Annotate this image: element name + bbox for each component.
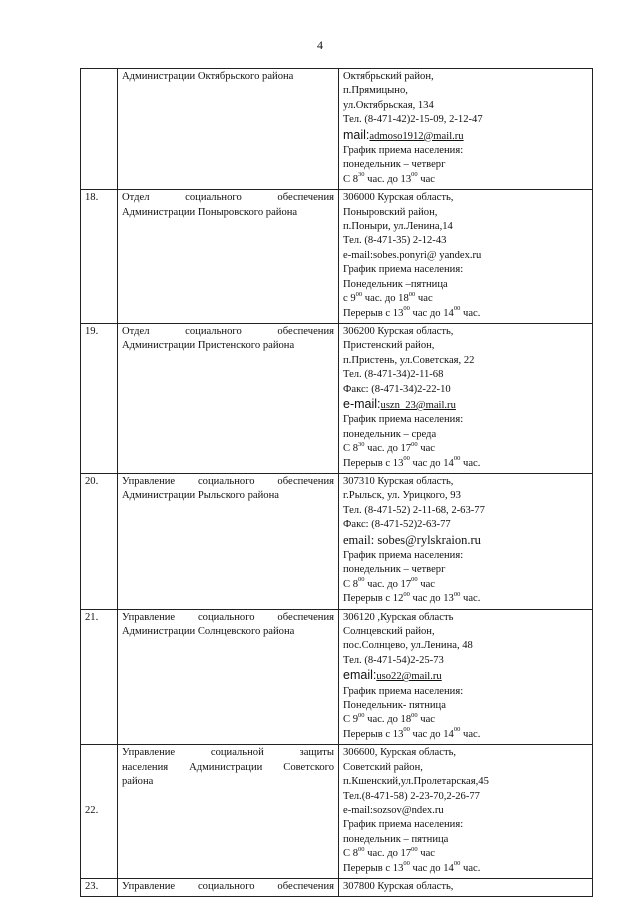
organization-name-line: Отдел социального обеспечения — [122, 325, 334, 337]
organization-name-line: Администрации Солнцевского района — [122, 626, 295, 638]
schedule-hours-min-2: 00 — [411, 576, 418, 584]
schedule-break-min-1: 00 — [403, 726, 410, 734]
schedule-break-min-1: 00 — [403, 860, 410, 867]
schedule-title: График приема населения: — [343, 819, 464, 831]
table-row — [81, 878, 593, 896]
schedule-break: Перерыв с $13^{00}$ час до $14^{00}$ час. — [343, 726, 481, 740]
row-number: 18. — [81, 190, 118, 324]
organization-name — [118, 878, 339, 896]
phone: Тел.(8-471-58) 2-23-70,2-26-77 — [343, 790, 480, 802]
schedule-days: понедельник – четверг — [343, 564, 446, 576]
email-label: e-mail: — [343, 804, 374, 816]
email — [343, 397, 588, 413]
organization-name-line: Управление социального обеспечения — [122, 475, 334, 487]
schedule-hours: С $8^{00}$ час. до $17^{00}$ час — [343, 845, 436, 860]
table-row — [81, 473, 593, 609]
schedule-hours-min-2: 00 — [411, 171, 418, 179]
table-row — [81, 745, 593, 879]
schedule-hours-min-1: 30 — [358, 171, 365, 179]
schedule-hours-min-2: 00 — [411, 440, 418, 448]
schedule-hours-min-1: 00 — [358, 711, 365, 719]
schedule-hours: С $8^{00}$ час. до $17^{00}$ час — [343, 576, 436, 590]
schedule-hours-min-1: 00 — [355, 290, 363, 298]
row-number: 19. — [81, 323, 118, 473]
schedule-hours-min-2: 00 — [411, 711, 418, 719]
schedule-hours: С $8^{30}$ час. до $13^{00}$ час — [343, 171, 436, 185]
row-number — [81, 69, 118, 190]
schedule-days: понедельник – среда — [343, 428, 437, 440]
schedule-days: Понедельник –пятница — [343, 278, 448, 290]
contact-info — [339, 69, 593, 190]
email-address: uszn_23@mail.ru — [380, 399, 456, 411]
schedule-hours: с $9^{00}$ час. до $18^{00}$ час — [343, 290, 433, 305]
organization-name-line: Управление социальной защиты — [122, 747, 334, 759]
schedule-hours-min-1: 00 — [358, 576, 365, 584]
phone: Тел. (8-471-54)2-25-73 — [343, 654, 444, 666]
phone: Тел. (8-471-34)2-11-68 — [343, 369, 444, 381]
schedule-hours: С $8^{30}$ час. до $17^{00}$ час — [343, 440, 436, 455]
organization-name-line: Управление социального обеспечения — [122, 880, 334, 892]
organization-name-line: Управление социального обеспечения — [122, 611, 334, 623]
table-row — [81, 190, 593, 324]
organization-name-line: Администрации Поныровского района — [122, 206, 298, 218]
email-label: email: — [343, 532, 378, 547]
email-address: admoso1912@mail.ru — [369, 130, 464, 142]
organization-name-text — [122, 475, 334, 504]
contacts-table — [80, 68, 593, 897]
organization-name-text — [122, 746, 334, 789]
email-label: mail: — [343, 127, 370, 142]
email-label: e-mail: — [343, 249, 374, 261]
table-row — [81, 323, 593, 473]
schedule-break: Перерыв с $12^{00}$ час до $13^{00}$ час. — [343, 590, 481, 605]
address-line: 307310 Курская область, — [343, 475, 454, 487]
schedule-break-min-2: 00 — [453, 590, 461, 598]
organization-name-line: Отдел социального обеспечения — [122, 192, 334, 204]
schedule-title: График приема населения: — [343, 550, 464, 561]
contact-info — [339, 473, 593, 609]
schedule-break-min-1: 00 — [403, 590, 410, 598]
organization-name — [118, 323, 339, 473]
email — [343, 804, 588, 818]
row-number: 23. — [81, 878, 118, 896]
row-number: 22. — [81, 745, 118, 879]
row-number: 21. — [81, 609, 118, 745]
schedule-hours: С $9^{00}$ час. до $18^{00}$ час — [343, 711, 436, 726]
organization-name-line: Администрации Рыльского района — [122, 490, 279, 502]
organization-name — [118, 609, 339, 745]
schedule-title: График приема населения: — [343, 264, 464, 276]
organization-name — [118, 190, 339, 324]
address-line: п.Кшенский,ул.Пролетарская,45 — [343, 776, 489, 788]
email-address: sobes.ponyri@ yandex.ru — [373, 249, 482, 261]
email — [343, 668, 588, 684]
address-line: пос.Солнцево, ул.Ленина, 48 — [343, 640, 473, 652]
address-line: Октябрьский район, — [343, 71, 434, 82]
address-line: Солнцевский район, — [343, 626, 435, 638]
email-address: uso22@mail.ru — [376, 671, 442, 683]
schedule-break-min-1: 00 — [403, 304, 410, 312]
address-line: п.Прямицыно, — [343, 85, 408, 97]
schedule-title: График приема населения: — [343, 685, 464, 697]
phone: Тел. (8-471-52) 2-11-68, 2-63-77 — [343, 504, 485, 516]
schedule-break-min-2: 00 — [453, 455, 461, 463]
address-line: Поныровский район, — [343, 206, 438, 218]
address-line: ул.Октябрьская, 134 — [343, 99, 434, 111]
address-line: Пристенский район, — [343, 340, 435, 352]
address-line: 307800 Курская область, — [343, 880, 454, 892]
organization-name-text — [122, 325, 334, 354]
schedule-days: Понедельник- пятница — [343, 700, 446, 712]
organization-name-text — [122, 191, 334, 220]
address-line: 306000 Курская область, — [343, 192, 454, 204]
email-address: sozsov@ndex.ru — [373, 804, 444, 816]
schedule-break-min-2: 00 — [453, 726, 461, 734]
schedule-break-min-2: 00 — [453, 860, 461, 867]
schedule-hours-min-2: 00 — [411, 845, 418, 853]
table-row — [81, 69, 593, 190]
organization-name — [118, 69, 339, 190]
address-line: г.Рыльск, ул. Урицкого, 93 — [343, 490, 461, 502]
table-row — [81, 609, 593, 745]
phone: Тел. (8-471-35) 2-12-43 — [343, 235, 447, 247]
contact-info — [339, 745, 593, 879]
contact-info — [339, 190, 593, 324]
organization-name-line: Администрации Пристенского района — [122, 340, 295, 352]
contact-info — [339, 878, 593, 896]
email — [343, 249, 588, 263]
schedule-title: График приема населения: — [343, 145, 464, 157]
email-label: email: — [343, 668, 377, 683]
schedule-hours-min-1: 00 — [358, 845, 365, 853]
schedule-break: Перерыв с $13^{00}$ час до $14^{00}$ час. — [343, 304, 481, 319]
contact-info — [339, 609, 593, 745]
email — [343, 533, 588, 549]
schedule-hours-min-1: 30 — [358, 440, 365, 448]
organization-name-line: района — [122, 776, 154, 788]
organization-name-line: Администрации Октябрьского района — [122, 71, 294, 82]
schedule-days: понедельник – пятница — [343, 833, 449, 845]
address-line: 306120 ,Курская область — [343, 611, 454, 623]
fax: Факс: (8-471-34)2-22-10 — [343, 383, 451, 395]
email-address: sobes@rylskraion.ru — [377, 532, 481, 547]
schedule-days: понедельник – четверг — [343, 159, 446, 171]
address-line: 306200 Курская область, — [343, 325, 454, 337]
schedule-break-min-2: 00 — [453, 304, 461, 312]
page-number: 4 — [317, 38, 323, 52]
schedule-title: График приема населения: — [343, 414, 464, 426]
contacts-table-body — [81, 69, 593, 897]
organization-name-text — [122, 70, 334, 84]
address-line: п.Поныри, ул.Ленина,14 — [343, 221, 453, 233]
email — [343, 128, 588, 144]
email-label: e-mail: — [343, 396, 381, 411]
address-line: Советский район, — [343, 761, 423, 773]
organization-name — [118, 473, 339, 609]
schedule-break: Перерыв с $13^{00}$ час до $14^{00}$ час. — [343, 455, 481, 469]
organization-name-text — [122, 880, 334, 894]
schedule-hours-min-2: 00 — [408, 290, 416, 298]
fax: Факс: (8-471-52)2-63-77 — [343, 519, 451, 531]
row-number: 20. — [81, 473, 118, 609]
contact-info — [339, 323, 593, 473]
schedule-break: Перерыв с $13^{00}$ час до $14^{00}$ час. — [343, 860, 481, 874]
organization-name-line: населения Администрации Советского — [122, 761, 334, 773]
schedule-break-min-1: 00 — [403, 455, 410, 463]
phone: Тел. (8-471-42)2-15-09, 2-12-47 — [343, 114, 483, 126]
organization-name — [118, 745, 339, 879]
address-line: п.Пристень, ул.Советская, 22 — [343, 354, 475, 366]
organization-name-text — [122, 611, 334, 640]
address-line: 306600, Курская область, — [343, 747, 457, 759]
